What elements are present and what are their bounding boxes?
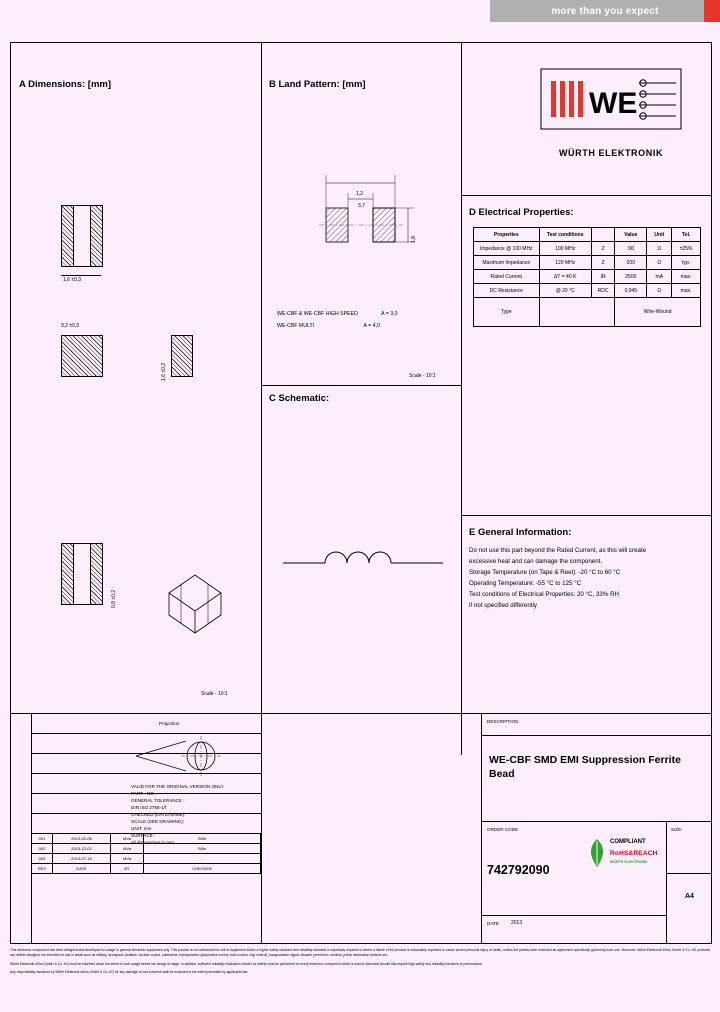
- size-label: SIZE: [671, 827, 682, 832]
- land-note-1-text: WE-CBF & WE-CBF HIGH SPEED: [277, 311, 358, 317]
- electrical-properties-table: [473, 227, 701, 327]
- cell-value: 0,045: [615, 284, 647, 298]
- th-properties: Properties: [474, 228, 540, 242]
- footer-paragraph: Würth Elektronik eiSos GmbH & Co. KG must be informed about the intent of such usage before the design-in stage. In addition, sufficient reliability evaluation checks for safety must be performed on every electronic component which is used in electrical circuits that require high safety and reliability functions or performance.: [10, 961, 483, 966]
- note-line: PART - NO.: [131, 791, 155, 796]
- revision-header-row: [32, 864, 261, 874]
- geninfo-line: Do not use this part beyond the Rated Current, as this will create: [469, 547, 647, 554]
- dim-view-bottom-core: [73, 543, 91, 605]
- legal-footer: [10, 948, 710, 979]
- titleblock-notes-divider: [31, 713, 32, 943]
- rev-header-checked: CHECKED: [144, 864, 261, 874]
- cell-tol: ±25%: [672, 242, 701, 256]
- revision-row: [32, 854, 261, 864]
- th-symbol: [591, 228, 614, 242]
- brand-logo: [531, 61, 691, 171]
- cell-unit: Ω: [647, 256, 672, 270]
- table-row: [474, 256, 701, 270]
- note-line: all dimensions in mm: [131, 840, 174, 845]
- dim-view-top-core: [73, 205, 91, 267]
- rev-id: 002: [32, 844, 53, 854]
- geninfo-line: Operating Temperature: -55 °C to 125 °C: [469, 580, 582, 587]
- note-line: DIN ISO 2768-1/f: [131, 805, 167, 810]
- cell-property: DC Resistance: [474, 284, 540, 298]
- dim-label-side: 1,6 ±0,2: [161, 362, 167, 381]
- dim-top-extension-1: [61, 275, 101, 276]
- banner-accent: [704, 0, 720, 22]
- note-line: SCALE (SEE DRAWING):: [131, 819, 185, 824]
- cell-sym: Z: [591, 242, 614, 256]
- leaf-icon: [586, 838, 608, 868]
- projection-label: Projection: [159, 721, 180, 726]
- svg-text:WE: WE: [589, 87, 638, 120]
- rev-header-date: DATE: [53, 864, 111, 874]
- land-note-2-value: A = 4,0: [363, 323, 380, 329]
- revision-row: [32, 844, 261, 854]
- note-line: UNIT: mm: [131, 826, 152, 831]
- cell-tol: typ.: [672, 256, 701, 270]
- part-number: 742792090: [487, 863, 550, 877]
- table-header-row: [474, 228, 701, 242]
- section-c-title: C Schematic:: [269, 393, 330, 404]
- cell-property: Maximum Impedance: [474, 256, 540, 270]
- date-divider: [481, 915, 666, 916]
- cell-sym: Z: [591, 256, 614, 270]
- dim-view-mid-body: [61, 335, 103, 377]
- land-dim-height: 1,8: [411, 236, 417, 243]
- cell-unit: Ω: [647, 284, 672, 298]
- revision-table: [31, 833, 261, 874]
- table-row: [474, 284, 701, 298]
- ordercode-label: ORDER CODE: [487, 827, 519, 832]
- cell-unit: mA: [647, 270, 672, 284]
- cell-sym: IR: [591, 270, 614, 284]
- general-information-text: [469, 545, 705, 611]
- divider-horizontal-titleblock: [11, 713, 711, 714]
- land-pattern-drawing: [311, 153, 431, 273]
- rev-header-by: BY: [111, 864, 144, 874]
- header-banner: [490, 0, 720, 22]
- note-line: VALID FOR THE ORIGINAL VERSION ONLY: [131, 784, 224, 789]
- land-dim-mid: 1,2: [356, 191, 363, 197]
- rohs-compliant-text: COMPLIANT: [610, 839, 646, 845]
- projection-symbol: [131, 733, 241, 779]
- cell-property: Rated Current: [474, 270, 540, 284]
- th-value: Value: [615, 228, 647, 242]
- rev-date: 2013-02-06: [53, 834, 111, 844]
- th-testconditions: Test conditions: [539, 228, 591, 242]
- geninfo-line: Storage Temperature (on Tape & Reel): -20 °C to 60 °C: [469, 569, 621, 576]
- note-line: SURFACE :: [131, 833, 156, 838]
- cell-type-value: Wire-Wound: [615, 298, 701, 327]
- cell-cond: ΔT = 40 K: [539, 270, 591, 284]
- size-value: A4: [685, 893, 694, 900]
- rev-id: 003: [32, 854, 53, 864]
- note-line: CHECKED (DATE/NAME):: [131, 812, 186, 817]
- table-row-type: [474, 298, 701, 327]
- rev-by: MVa: [111, 854, 144, 864]
- rev-checked: SMe: [144, 844, 261, 854]
- rev-checked: -: [144, 854, 261, 864]
- divider-horizontal-electrical: [461, 195, 711, 196]
- cell-cond: @ 20 °C: [539, 284, 591, 298]
- scale-label-b: Scale - 10:1: [409, 373, 436, 379]
- rev-by: MVa: [111, 844, 144, 854]
- rev-id: 001: [32, 834, 53, 844]
- note-line: GENERAL TOLERANCE :: [131, 798, 185, 803]
- drawing-sheet: [10, 42, 712, 944]
- description-divider: [481, 735, 711, 736]
- cell-type-blank: [539, 298, 615, 327]
- th-tol: Tol.: [672, 228, 701, 242]
- divider-horizontal-schematic: [261, 385, 461, 386]
- divider-horizontal-geninfo: [461, 515, 711, 516]
- rohs-badge: [586, 833, 664, 877]
- we-logo-mark: [531, 61, 691, 141]
- section-e-title: E General Information:: [469, 527, 572, 538]
- cell-sym: RDC: [591, 284, 614, 298]
- rev-date: 2014-07-18: [53, 854, 111, 864]
- rev-by: MVa: [111, 834, 144, 844]
- section-d-title: D Electrical Properties:: [469, 207, 574, 218]
- cell-type-label: Type: [474, 298, 540, 327]
- cell-value: 90: [615, 242, 647, 256]
- schematic-drawing: [283, 533, 443, 573]
- banner-text: more than you expect: [551, 5, 659, 17]
- date-value: 2013: [511, 920, 523, 926]
- ordercode-divider: [481, 821, 711, 822]
- ordercode-right-divider: [666, 821, 667, 943]
- land-note-2: [277, 323, 380, 329]
- isometric-view: [161, 553, 231, 643]
- divider-vertical-left: [261, 43, 262, 755]
- cell-cond: 100 MHz: [539, 242, 591, 256]
- section-a-title: A Dimensions: [mm]: [19, 79, 112, 90]
- geninfo-line: if not specified differently: [469, 602, 537, 609]
- land-note-1: [277, 311, 397, 317]
- land-note-1-value: A = 3,0: [381, 311, 398, 317]
- land-dim-width: 3,7: [358, 203, 365, 209]
- date-label: DATE: [487, 921, 499, 926]
- cell-value: 2500: [615, 270, 647, 284]
- cell-value: 200: [615, 256, 647, 270]
- cell-tol: max.: [672, 270, 701, 284]
- rev-checked: SMe: [144, 834, 261, 844]
- table-row: [474, 242, 701, 256]
- land-note-2-text: WE-CBF MULTI: [277, 323, 315, 329]
- size-divider: [666, 873, 711, 874]
- product-title: WE-CBF SMD EMI Suppression Ferrite Bead: [489, 754, 681, 780]
- cell-property: Impedance @ 100 MHz: [474, 242, 540, 256]
- cell-cond: 120 MHz: [539, 256, 591, 270]
- revision-row: [32, 834, 261, 844]
- geninfo-line: Test conditions of Electrical Properties: 20 °C, 33% RH: [469, 591, 620, 598]
- rohs-sub-text: WÜRTH ELEKTRONIK: [610, 860, 648, 864]
- th-unit: Unit: [647, 228, 672, 242]
- rev-header-rev: REV: [32, 864, 53, 874]
- divider-vertical-right: [461, 43, 462, 755]
- divider-titleblock-left: [261, 713, 262, 943]
- divider-titleblock-mid: [481, 713, 482, 943]
- dim-label-height: 0,8 ±0,2: [111, 589, 117, 608]
- geninfo-line: excessive heat and can damage the component.: [469, 558, 603, 565]
- dim-label-width: 1,6 ±0,3: [63, 277, 82, 283]
- rev-date: 2013-12-02: [53, 844, 111, 854]
- cell-tol: max.: [672, 284, 701, 298]
- dim-label-length: 3,2 ±0,3: [61, 323, 80, 329]
- brand-company-name: WÜRTH ELEKTRONIK: [558, 148, 664, 158]
- dim-view-side-body: [171, 335, 193, 377]
- description-label: DESCRIPTION: [487, 719, 519, 724]
- table-row: [474, 270, 701, 284]
- cell-unit: Ω: [647, 242, 672, 256]
- footer-paragraph: Any responsibility assumed by Würth Elektronik eiSos GmbH & Co. KG for any damage or loss incurred shall be excluded to the extent permitted by applicable law.: [10, 970, 249, 975]
- scale-label-a: Scale - 10:1: [201, 691, 228, 697]
- section-b-title: B Land Pattern: [mm]: [269, 79, 366, 90]
- footer-paragraph: This electronic component has been designed and developed for usage in general electronic equipment only. This product is not authorized for use in equipment where a higher safety standard and reliability standard is especially required or where a failure of the product is reasonably expected to cause severe personal injury or death, unless the parties have executed an agreement specifically governing such use. Moreover, Würth Elektronik eiSos GmbH & Co. KG products are neither designed nor intended for use in areas such as military, aerospace, aviation, nuclear control, submarine, transportation (automotive control, train control, ship control), transportation signal, disaster prevention, medical, public information network etc.: [10, 948, 710, 958]
- rohs-brand-text: RoHS&REACH: [610, 850, 658, 857]
